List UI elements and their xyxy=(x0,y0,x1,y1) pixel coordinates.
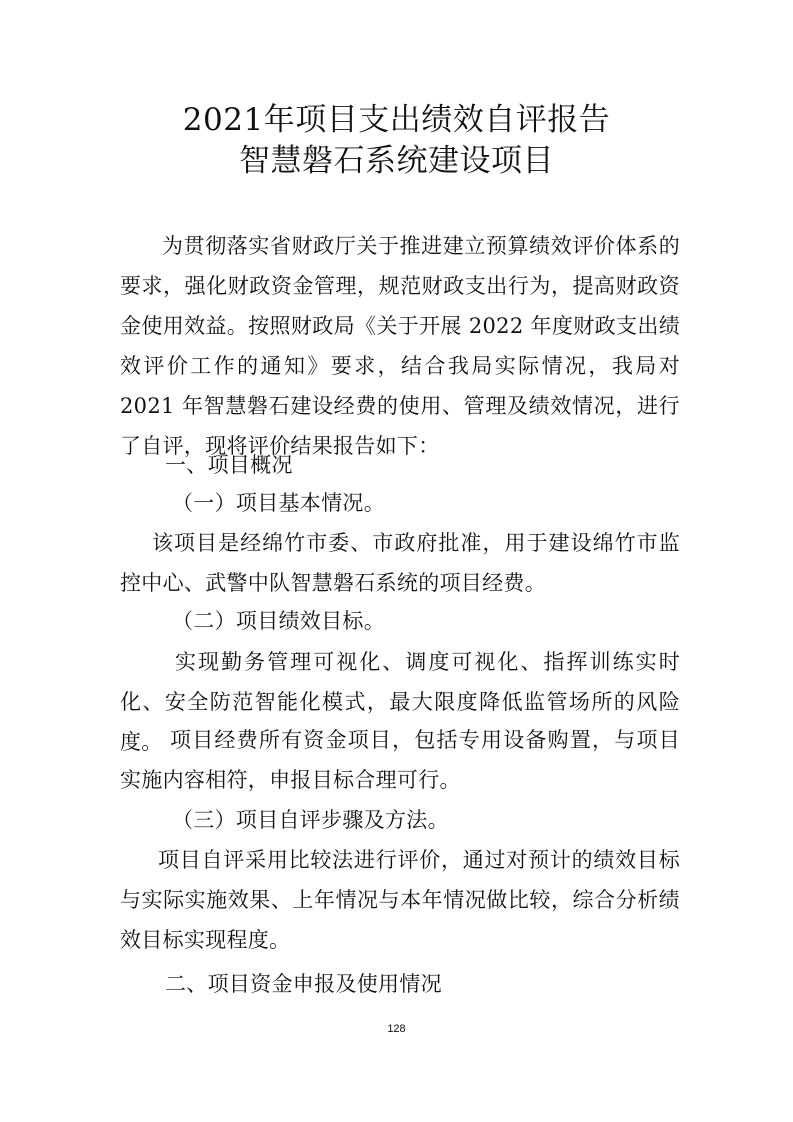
subsection3-text: 项目自评采用比较法进行评价，通过对预计的绩效目标与实际实施效果、上年情况与本年情况做比较，综合分析绩效目标实现程度。 xyxy=(120,848,680,952)
project-title: 智慧磐石系统建设项目 xyxy=(239,143,554,179)
subsection1-heading: （一）项目基本情况。 xyxy=(172,491,385,515)
subsection2-text-1: 实现勤务管理可视化、调度可视化、指挥训练实时化、安全防范智能化模式，最大限度降低监管场所的风险度。 xyxy=(120,650,680,754)
page-number: 128 xyxy=(387,1023,406,1035)
subsection2-text-2: 项目经费所有资金项目，包括专用设备购置，与项目实施内容相符，申报目标合理可行。 xyxy=(120,728,680,792)
intro-paragraph: 为贯彻落实省财政厅关于推进建立预算绩效评价体系的要求，强化财政资金管理，规范财政支出行为，提高财政资金使用效益。按照财政局《关于开展 2022 年度财政支出绩效评价工作的通知》要求，结合我局实际情况，我局对 2021 年智慧磐石建设经费的使用、管理及绩效情况，进行了自评，现将评价结果报告如下： xyxy=(120,234,680,458)
subsection2-heading: （二）项目绩效目标。 xyxy=(172,609,385,633)
section1-heading: 一、项目概况 xyxy=(165,453,293,477)
subsection1-text: 该项目是经绵竹市委、市政府批准，用于建设绵竹市监控中心、武警中队智慧磐石系统的项目经费。 xyxy=(120,531,680,595)
report-title: 2021年项目支出绩效自评报告 xyxy=(182,102,611,138)
section2-heading: 二、项目资金申报及使用情况 xyxy=(165,972,442,996)
subsection3-heading: （三）项目自评步骤及方法。 xyxy=(172,808,449,832)
